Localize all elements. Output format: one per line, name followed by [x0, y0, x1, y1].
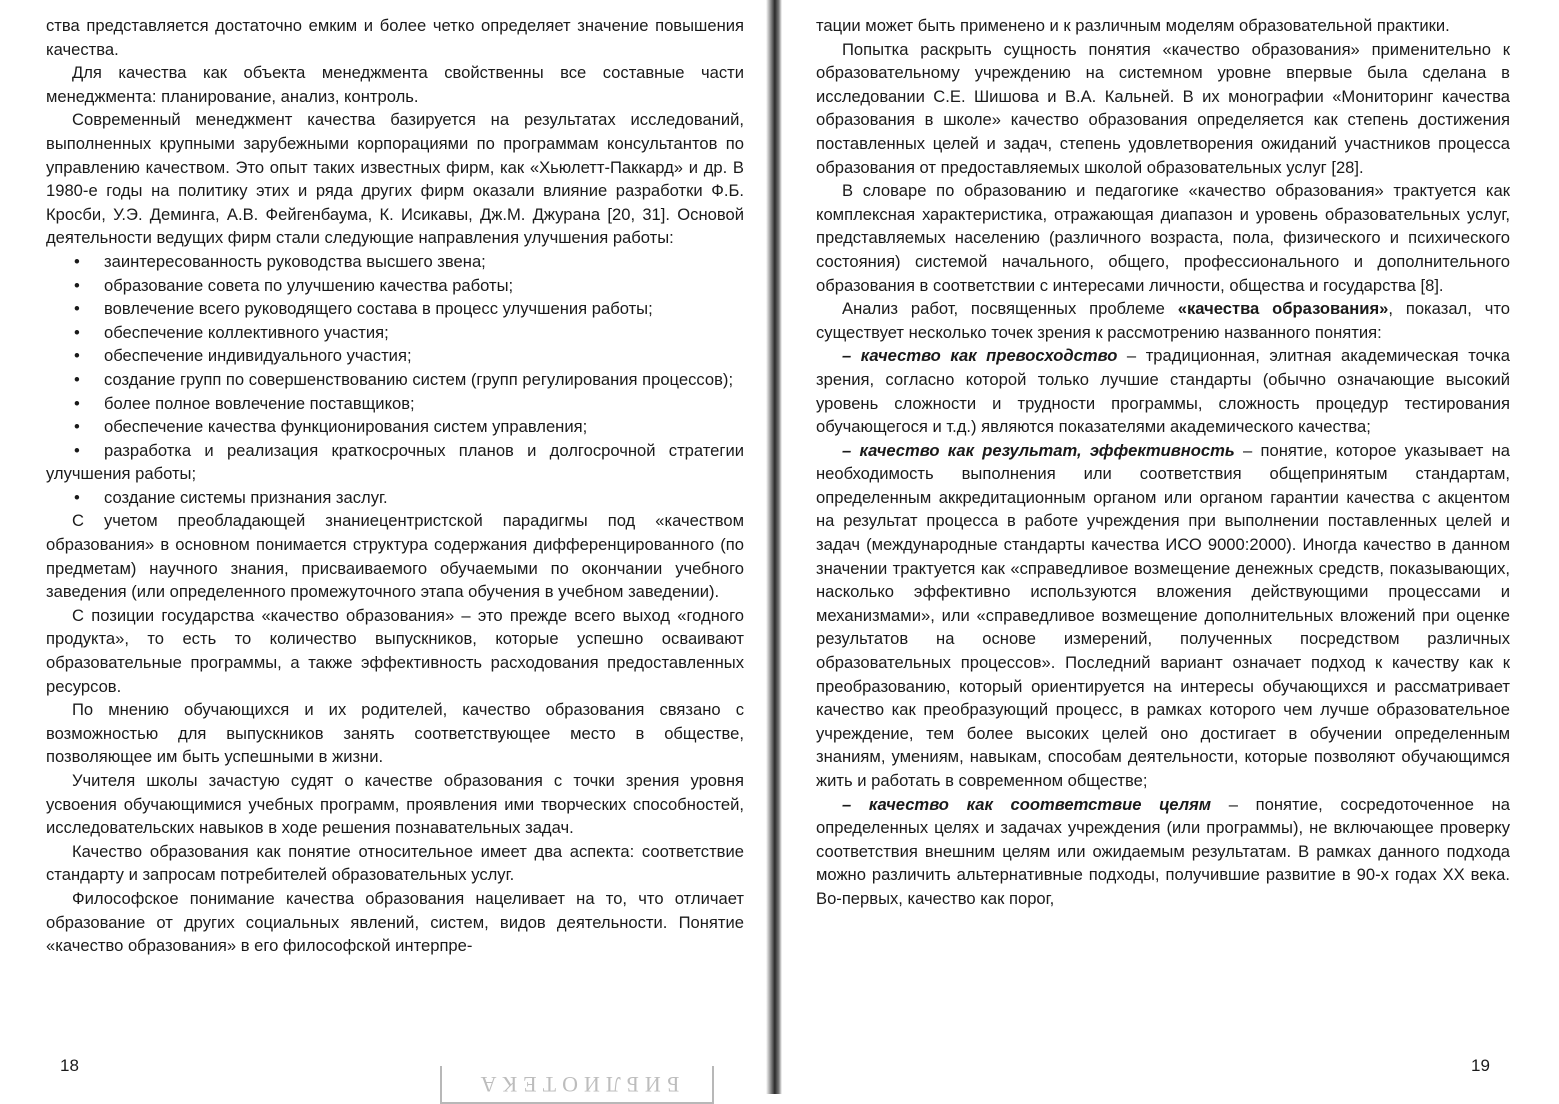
bold-term: «качества образования»: [1177, 299, 1389, 319]
bullet-list: [46, 250, 744, 510]
list-item: • обеспечение индивидуального участия;: [46, 344, 744, 368]
list-item: • вовлечение всего руководящего состава в процесс улучшения работы;: [46, 297, 744, 321]
list-item: • заинтересованность руководства высшего звена;: [46, 250, 744, 274]
page-number-right: 19: [1471, 1056, 1490, 1075]
paragraph: Анализ работ, посвященных проблеме «качества образования», показал, что существует несколько точек зрения к рассмотрению названного понятия:: [816, 299, 1510, 342]
paragraph: – качество как превосходство – традиционная, элитная академическая точка зрения, согласно которой только лучшие стандарты (обычно означающие высокий уровень сложности и трудности программы, сложность процедур тестирования обучающегося и т.д.) являются показателями академического качества;: [816, 346, 1510, 437]
paragraph: Для качества как объекта менеджмента свойственны все составные части менеджмента: планирование, анализ, контроль.: [46, 63, 744, 106]
list-item: • разработка и реализация краткосрочных планов и долгосрочной стратегии улучшения работы;: [46, 439, 744, 486]
page-number-left: 18: [60, 1056, 79, 1075]
paragraph: Учителя школы зачастую судят о качестве образования с точки зрения уровня усвоения обучающимися учебных программ, проявления ими творческих способностей, исследовательских навыков в ходе решения познавательных задач.: [46, 771, 744, 838]
emphasis-term: – качество как соответствие целям: [842, 794, 1212, 814]
list-item: • образование совета по улучшению качества работы;: [46, 274, 744, 298]
emphasis-term: – качество как результат, эффективность: [842, 440, 1235, 460]
book-spine: [766, 0, 782, 1094]
paragraph: В словаре по образованию и педагогике «качество образования» трактуется как комплексная характеристика, отражающая диапазон и уровень образовательных услуг, представляемых населению (различного возраста, пола, физического и психического состояния) системой начального, общего, профессионального и дополнительного образования в соответствии с интересами личности, общества и государства [8].: [816, 181, 1510, 295]
left-page: [46, 14, 744, 1059]
paragraph: С учетом преобладающей знаниецентристской парадигмы под «качеством образования» в основном понимается структура содержания дифференцированного (по предметам) научного знания, присваиваемого обучаемыми по окончании учебного заведения (или определенного промежуточного этапа обучения в учебном заведении).: [46, 511, 744, 602]
list-item: • обеспечение коллективного участия;: [46, 321, 744, 345]
paragraph: – качество как соответствие целям – понятие, сосредоточенное на определенных целях и задачах учреждения (или программы), не включающее проверку соответствия внешним целям или ожидаемым результатам. В рамках данного подхода можно различить альтернативные подходы, получившие развитие в 90-х годах XX века. Во-первых, качество как порог,: [816, 794, 1510, 908]
list-item: • создание системы признания заслуг.: [46, 486, 744, 510]
list-item: • обеспечение качества функционирования систем управления;: [46, 415, 744, 439]
library-stamp: БИБЛИОТЕКА: [440, 1066, 714, 1104]
paragraph: ства представляется достаточно емким и более четко определяет значение повышения качества.: [46, 16, 744, 59]
paragraph: тации может быть применено и к различным моделям образовательной практики.: [816, 16, 1450, 35]
paragraph: Философское понимание качества образования нацеливает на то, что отличает образование от других социальных явлений, систем, видов деятельности. Понятие «качество образования» в его философской интерпре-: [46, 888, 744, 956]
paragraph: Попытка раскрыть сущность понятия «качество образования» применительно к образовательному учреждению на системном уровне впервые была сделана в исследовании С.Е. Шишова и В.А. Кальней. В их монографии «Мониторинг качества образования в школе» качество образования определяется как степень достижения поставленных целей и задач, степень удовлетворения ожиданий участников процесса образования от предоставляемых школой образовательных услуг [28].: [816, 39, 1510, 177]
paragraph: С позиции государства «качество образования» – это прежде всего выход «годного продукта», то есть то количество выпускников, которые успешно осваивают образовательные программы, а также эффективность расходования предоставленных ресурсов.: [46, 605, 744, 696]
list-item: • более полное вовлечение поставщиков;: [46, 392, 744, 416]
paragraph: Качество образования как понятие относительное имеет два аспекта: соответствие стандарту и запросам потребителей образовательных услуг.: [46, 841, 744, 885]
list-item: • создание групп по совершенствованию систем (групп регулирования процессов);: [46, 368, 744, 392]
right-page: [816, 14, 1510, 1059]
paragraph: По мнению обучающихся и их родителей, качество образования связано с возможностью для выпускников занять соответствующее место в обществе, позволяющее им быть успешными в жизни.: [46, 700, 744, 767]
emphasis-term: – качество как превосходство: [842, 346, 1118, 366]
paragraph: Современный менеджмент качества базируется на результатах исследований, выполненных крупными зарубежными корпорациями по программам консультантов по управлению качеством. Это опыт таких известных фирм, как «Хьюлетт-Паккард» и др. В 1980-е годы на политику этих и ряда других фирм оказали влияние разработки Ф.Б. Кросби, У.Э. Деминга, А.В. Фейгенбаума, К. Исикавы, Дж.М. Джурана [20, 31]. Основой деятельности ведущих фирм стали следующие направления улучшения работы:: [46, 110, 744, 248]
paragraph: – качество как результат, эффективность – понятие, которое указывает на необходимость выполнения или соответствия общепринятым стандартам, определенным аккредитационным органом или органом гарантии качества с акцентом на результат процесса в работе учреждения при выполнении поставленных целей и задач (международные стандарты качества ИСО 9000:2000). Иногда качество в данном значении трактуется как «справедливое возмещение денежных средств, показывающих, насколько эффективно используются вложения действующими процессами и механизмами», или «справедливое возмещение дополнительных вложений при оценке результатов на основе измерений, полученных посредством различных образовательных процессов». Последний вариант означает подход к качеству как к преобразованию, который ориентируется на интересы обучающихся и рассматривает качество как преобразующий процесс, в рамках которого чем лучше образовательное учреждение, тем более высоких целей оно достигает в обучении определенным знаниям, умениям, навыкам, способам деятельности, которые позволяют обучающимся жить и работать в современном обществе;: [816, 440, 1510, 790]
